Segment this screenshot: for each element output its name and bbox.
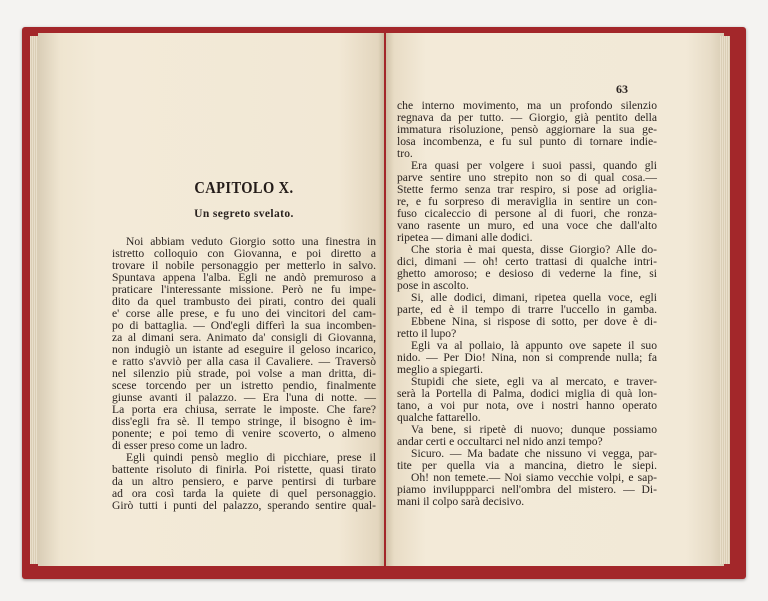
- text-line: re, e fu sorpreso di meraviglia in sentire un con-: [397, 195, 657, 208]
- text-line: parve sentire uno strepito non so di qual cosa.—: [397, 171, 657, 184]
- text-line: Stupidi che siete, egli va al mercato, e traver-: [411, 375, 657, 388]
- text-line: ripetea — dimani alle dodici.: [397, 231, 533, 244]
- text-line: parte, ed è il tempo di trarre l'uccello in gamba.: [397, 303, 657, 316]
- text-line: e' corse alle prese, e fu uno dei vincitori del cam-: [112, 307, 376, 320]
- text-line: Ebbene Nina, si rispose di sotto, per dove è di-: [411, 315, 657, 328]
- text-line: meglio a spiegarti.: [397, 363, 483, 376]
- text-line: istretto colloquio con Giovanna, e poi diretto a: [112, 247, 376, 260]
- text-line: Era quasi per volgere i suoi passi, quando gli: [411, 159, 657, 172]
- text-line: ghetto amoroso; e desioso di vederne la fine, si: [397, 267, 657, 280]
- page-number: 63: [616, 82, 628, 96]
- text-line: pose in ascolto.: [397, 279, 469, 292]
- text-line: Stette fermo senza trar respiro, si pose ad origlia-: [397, 183, 657, 196]
- text-line: che interno movimento, ma un profondo silenzio: [397, 99, 657, 112]
- text-line: tano, a voi pur nota, ove i nostri hanno operato: [397, 399, 657, 412]
- text-line: scese torcendo per un istretto pendio, finalmente: [112, 379, 376, 392]
- text-line: Egli quindi pensò meglio di picchiare, prese il: [126, 451, 376, 464]
- text-line: da un altro pensiero, e parve pentirsi di turbare: [112, 475, 376, 488]
- text-line: mani il colpo sarà decisivo.: [397, 495, 525, 508]
- text-line: losa incombenza, e fu sul punto di tornare indie-: [397, 135, 657, 148]
- left-page-text: [112, 236, 376, 512]
- text-line: diss'egli fra sè. Il tempo stringe, il bisogno è im-: [112, 415, 376, 428]
- text-line: ad ora così tarda la quiete di quel personaggio.: [112, 487, 376, 500]
- text-line: dici, dimani — oh! certo trattasi di qualche intri-: [397, 255, 657, 268]
- text-line: praticare l'interessante missione. Però ne fu impe-: [112, 283, 376, 296]
- text-line: Va bene, si ripetè di nuovo; dunque possiamo: [411, 423, 657, 436]
- text-line: Egli va al pollaio, là appunto ove sapete il suo: [411, 339, 657, 352]
- text-line: retto il lupo?: [397, 327, 457, 340]
- text-line: Si, alle dodici, dimani, ripetea quella voce, egli: [411, 291, 657, 304]
- text-line: battente risoluto di finirla. Poi ristette, quasi tirato: [112, 463, 376, 476]
- text-line: regnava da per tutto. — Giorgio, già pentito della: [397, 111, 657, 124]
- text-line: Che storia è mai questa, disse Giorgio? Alle do-: [411, 243, 657, 256]
- text-line: po di battaglia. — Ond'egli differì la sua incomben-: [112, 319, 376, 332]
- text-line: La porta era chiusa, serrate le imposte. Che fare?: [112, 403, 376, 416]
- text-line: vano rasente un muro, ed una voce che dall'alto: [397, 219, 657, 232]
- text-line: tite per quella via a mancina, dietro le siepi.: [397, 459, 657, 472]
- text-line: nel silenzio più strade, poi volse a man dritta, di-: [112, 367, 376, 380]
- page-edges-left: [30, 36, 38, 564]
- text-line: fuso cicaleccio di persone al di fuori, che ronza-: [397, 207, 657, 220]
- text-line: nido. — Per Dio! Nina, non si comprende nulla; fa: [397, 351, 657, 364]
- text-line: andar certi e occultarci nel nido anzi tempo?: [397, 435, 603, 448]
- text-line: ponente; e poi temo di venire scoverto, o almeno: [112, 427, 376, 440]
- page-edges-right: [720, 36, 730, 564]
- chapter-title: CAPITOLO X.: [194, 178, 294, 197]
- text-line: Girò tutti i punti del palazzo, sperando sentire qual-: [112, 499, 376, 512]
- chapter-subtitle: Un segreto svelato.: [194, 208, 294, 220]
- text-line: dito da quel trambusto dei pirati, contro dei quali: [112, 295, 376, 308]
- text-line: trovare il nobile personaggio per metterlo in salvo.: [112, 259, 376, 272]
- text-line: serà la Portella di Palma, dodici miglia di quà lon-: [397, 387, 657, 400]
- text-line: tro.: [397, 147, 413, 160]
- text-line: qualche fattarello.: [397, 411, 481, 424]
- text-line: di esser preso come un ladro.: [112, 439, 248, 452]
- text-line: non indugiò un istante ad eseguire il geloso incarico,: [112, 343, 376, 356]
- text-line: Oh! non temete.— Noi siamo vecchie volpi, e sap-: [411, 471, 657, 484]
- text-line: Spuntava appena l'alba. Egli ne andò premuroso a: [112, 271, 376, 284]
- text-line: giunse avanti il palazzo. — Era l'una di notte. —: [112, 391, 376, 404]
- text-line: Sicuro. — Ma badate che nissuno vi vegga, par-: [411, 447, 657, 460]
- text-line: e ratto s'avviò per alla casa il Cavaliere. — Traversò: [112, 355, 376, 368]
- text-line: piamo inviluppparci nell'ombra del mistero. — Di-: [397, 483, 657, 496]
- text-line: Noi abbiam veduto Giorgio sotto una finestra in: [126, 235, 376, 248]
- right-page-text: [397, 100, 657, 508]
- text-line: immatura risoluzione, pensò aggiornare la sua ge-: [397, 123, 657, 136]
- text-line: za al dimani sera. Animato da' consigli di Giovanna,: [112, 331, 376, 344]
